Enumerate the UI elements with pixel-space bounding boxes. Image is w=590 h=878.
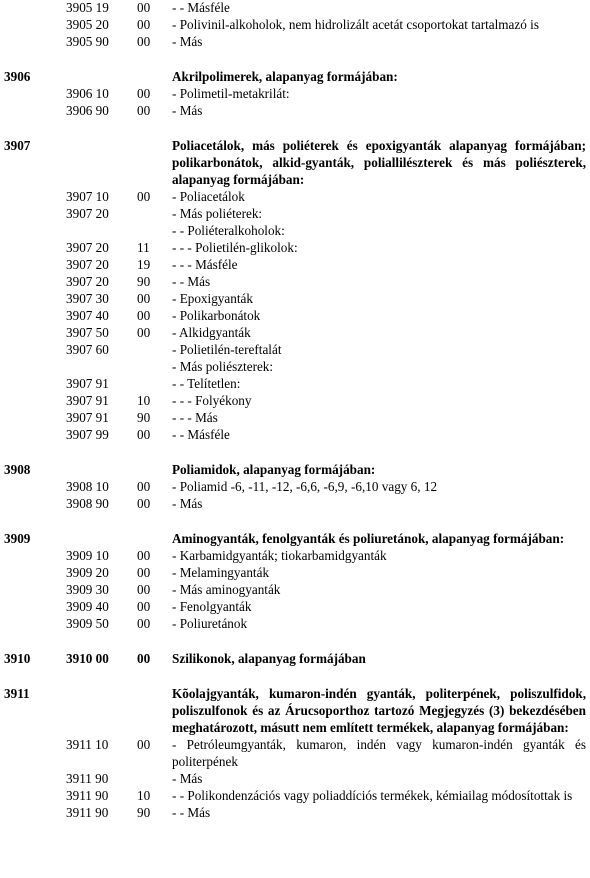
heading-number: 3909 [4,531,31,546]
sub-code: 90 [137,410,151,425]
sub-code: 90 [137,274,151,289]
section-spacer [0,632,590,650]
cn-code: 3911 90 [66,805,109,820]
item-description: - - Más [172,274,211,289]
cn-code: 3908 90 [66,496,109,511]
heading-description: Akrilpolimerek, alapanyag formájában: [172,69,398,84]
section-spacer [0,443,590,461]
sub-code: 00 [137,427,151,442]
tariff-row [0,426,590,443]
item-description: - Más [172,34,203,49]
tariff-row [0,547,590,564]
heading-number: 3906 [4,69,31,84]
section-spacer [0,119,590,137]
cn-code: 3907 10 [66,189,109,204]
heading-row [0,137,590,188]
tariff-row [0,804,590,821]
cn-code: 3910 00 [66,651,109,666]
section-spacer [0,667,590,685]
sub-code: 00 [137,103,151,118]
cn-code: 3905 90 [66,34,109,49]
sub-code: 11 [137,240,150,255]
tariff-row [0,85,590,102]
cn-code: 3907 91 [66,410,109,425]
heading-description: Szilikonok, alapanyag formájában [172,651,366,666]
item-description: - - Másféle [172,427,230,442]
heading-description: Poliacetálok, más poliéterek és epoxigyanták alapanyag formájában; polikarbonátok, alkid-gyanták, poliallilészterek és más poliészterek, alapanyag formájában: [172,138,586,187]
sub-code: 00 [137,599,151,614]
item-description: - Polimetil-metakrilát: [172,86,290,101]
heading-row [0,530,590,547]
cn-code: 3909 40 [66,599,109,614]
tariff-row [0,324,590,341]
tariff-row [0,358,590,375]
sub-code: 10 [137,393,151,408]
item-description: - Más poliéterek: [172,206,263,221]
tariff-row [0,581,590,598]
item-description: - - Polikondenzációs vagy poliaddíciós termékek, kémiailag módosítottak is [172,788,573,803]
item-description: - Petróleumgyanták, kumaron, indén vagy kumaron-indén gyanták és politerpének [172,737,586,769]
heading-row [0,685,590,736]
sub-code: 00 [137,34,151,49]
sub-code: 00 [137,291,151,306]
sub-code: 00 [137,548,151,563]
cn-code: 3907 50 [66,325,109,340]
heading-number: 3907 [4,138,31,153]
sub-code: 00 [137,86,151,101]
tariff-row [0,736,590,770]
cn-code: 3911 90 [66,788,109,803]
tariff-row [0,787,590,804]
sub-code: 00 [137,479,151,494]
cn-code: 3907 40 [66,308,109,323]
tariff-row [0,478,590,495]
item-description: - Polikarbonátok [172,308,261,323]
sub-code: 10 [137,788,151,803]
tariff-row [0,341,590,358]
heading-description: Poliamidok, alapanyag formájában: [172,462,376,477]
tariff-row [0,33,590,50]
heading-description: Aminogyanták, fenolgyanták és poliuretánok, alapanyag formájában: [172,531,565,546]
item-description: - Melamingyanták [172,565,270,580]
tariff-row [0,273,590,290]
heading-number: 3908 [4,462,31,477]
tariff-row [0,188,590,205]
cn-code: 3909 50 [66,616,109,631]
cn-code: 3907 20 [66,240,109,255]
tariff-row [0,409,590,426]
item-description: - - - Másféle [172,257,238,272]
tariff-row [0,564,590,581]
item-description: - - Poliéteralkoholok: [172,223,285,238]
heading-row [0,461,590,478]
item-description: - Poliuretánok [172,616,248,631]
tariff-row [0,770,590,787]
sub-code: 00 [137,737,151,752]
cn-code: 3905 19 [66,0,109,15]
tariff-row [0,222,590,239]
sub-code: 00 [137,325,151,340]
cn-code: 3907 60 [66,342,109,357]
heading-number: 3911 [4,686,30,701]
cn-code: 3906 90 [66,103,109,118]
item-description: - - - Folyékony [172,393,252,408]
item-description: - Poliamid -6, -11, -12, -6,6, -6,9, -6,10 vagy 6, 12 [172,479,438,494]
section-spacer [0,512,590,530]
item-description: - Más aminogyanták [172,582,281,597]
tariff-row [0,495,590,512]
cn-code: 3911 90 [66,771,109,786]
tariff-row [0,205,590,222]
item-description: - Más [172,771,203,786]
section-spacer [0,50,590,68]
cn-code: 3907 91 [66,376,109,391]
item-description: - Más [172,496,203,511]
sub-code: 00 [137,616,151,631]
tariff-row [0,598,590,615]
cn-code: 3907 91 [66,393,109,408]
tariff-row [0,307,590,324]
tariff-row [0,16,590,33]
item-description: - - Más [172,805,211,820]
tariff-row [0,256,590,273]
heading-number: 3910 [4,651,31,666]
sub-code: 00 [137,582,151,597]
sub-code: 00 [137,17,151,32]
item-description: - - Telítetlen: [172,376,241,391]
sub-code: 00 [137,651,151,666]
cn-code: 3909 20 [66,565,109,580]
cn-code: 3907 20 [66,274,109,289]
heading-description: Kõolajgyanták, kumaron-indén gyanták, politerpének, poliszulfidok, poliszulfonok és az Árucsoporthoz tartozó Megjegyzés (3) bekezdésében meghatározott, másutt nem említett termékek, alapanyag formájában: [172,686,586,735]
heading-row [0,68,590,85]
item-description: - - - Polietilén-glikolok: [172,240,298,255]
cn-code: 3907 20 [66,257,109,272]
item-description: - Karbamidgyanták; tiokarbamidgyanták [172,548,387,563]
tariff-row [0,239,590,256]
item-description: - Fenolgyanták [172,599,252,614]
cn-code: 3907 20 [66,206,109,221]
cn-code: 3905 20 [66,17,109,32]
sub-code: 19 [137,257,151,272]
item-description: - Más [172,103,203,118]
cn-code: 3908 10 [66,479,109,494]
sub-code: 00 [137,189,151,204]
item-description: - Más poliészterek: [172,359,274,374]
cn-code: 3911 10 [66,737,109,752]
tariff-row [0,0,590,16]
item-description: - Polietilén-tereftalát [172,342,282,357]
item-description: - Polivinil-alkoholok, nem hidrolizált acetát csoportokat tartalmazó is [172,17,539,32]
cn-code: 3907 30 [66,291,109,306]
item-description: - Epoxigyanták [172,291,253,306]
item-description: - - - Más [172,410,218,425]
cn-code: 3909 30 [66,582,109,597]
item-description: - Alkidgyanták [172,325,251,340]
sub-code: 00 [137,0,151,15]
tariff-row [0,392,590,409]
tariff-row [0,375,590,392]
cn-code: 3907 99 [66,427,109,442]
tariff-row [0,615,590,632]
item-description: - Poliacetálok [172,189,245,204]
tariff-row [0,102,590,119]
item-description: - - Másféle [172,0,230,15]
tariff-row [0,290,590,307]
sub-code: 00 [137,308,151,323]
sub-code: 00 [137,496,151,511]
heading-row [0,650,590,667]
sub-code: 90 [137,805,151,820]
cn-code: 3906 10 [66,86,109,101]
cn-code: 3909 10 [66,548,109,563]
sub-code: 00 [137,565,151,580]
